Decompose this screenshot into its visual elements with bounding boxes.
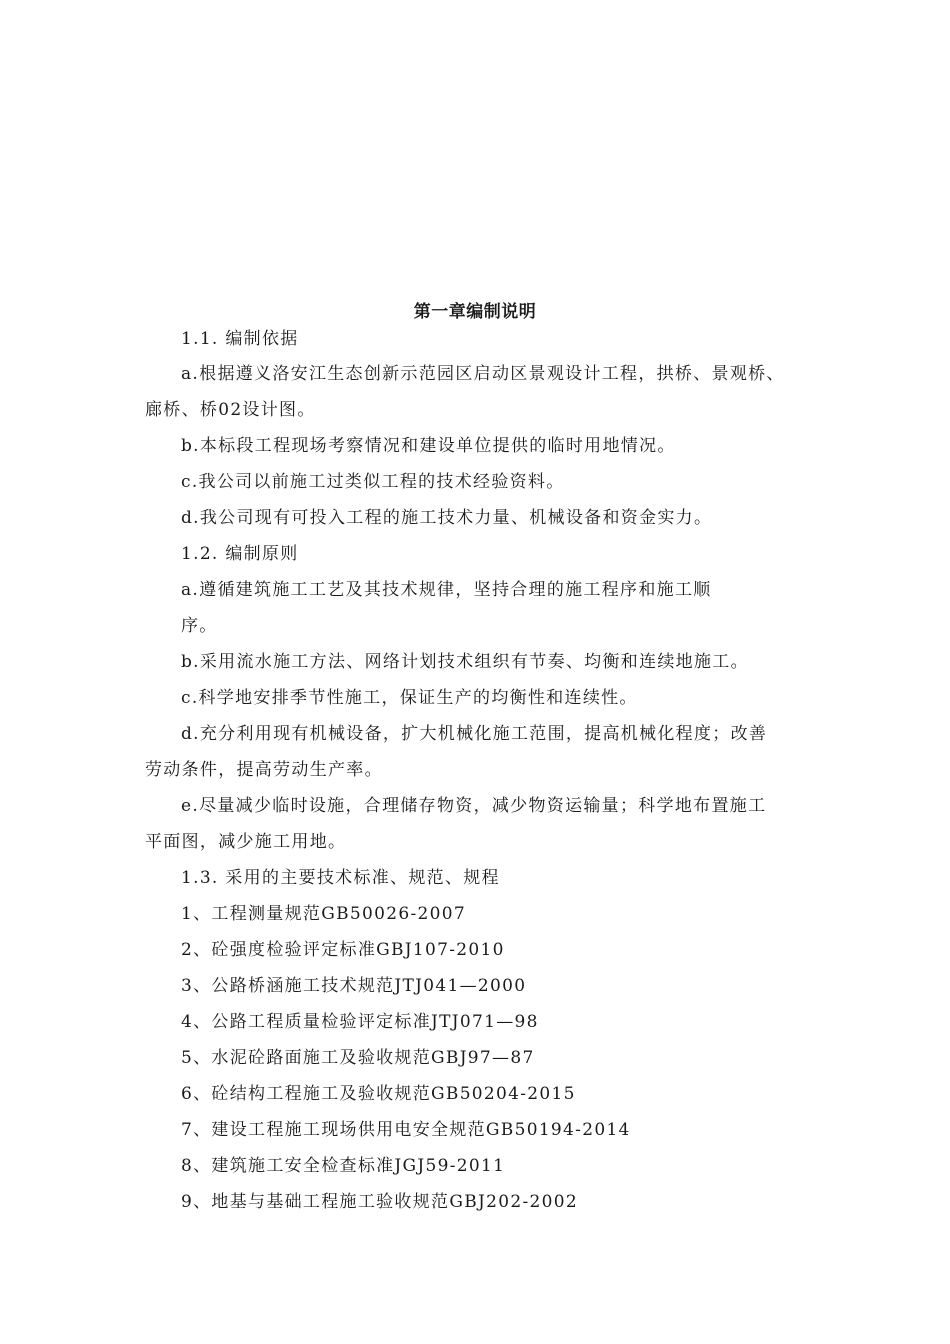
standard-item: 5、水泥砼路面施工及验收规范GBJ97—87 [181,1048,535,1068]
paragraph-1-1-b: b.本标段工程现场考察情况和建设单位提供的临时用地情况。 [181,436,676,456]
paragraph-1-1-c: c.我公司以前施工过类似工程的技术经验资料。 [181,472,565,492]
paragraph-1-2-d-line2: 劳动条件，提高劳动生产率。 [145,760,383,780]
paragraph-1-2-b: b.采用流水施工方法、网络计划技术组织有节奏、均衡和连续地施工。 [181,652,749,672]
standard-item: 9、地基与基础工程施工验收规范GBJ202-2002 [181,1192,578,1212]
paragraph-1-2-a-line1: a.遵循建筑施工工艺及其技术规律，坚持合理的施工程序和施工顺 [181,580,712,600]
paragraph-1-2-d-line1: d.充分利用现有机械设备，扩大机械化施工范围，提高机械化程度；改善 [181,724,768,744]
paragraph-1-2-e-line1: e.尽量减少临时设施，合理储存物资，减少物资运输量；科学地布置施工 [181,796,767,816]
standard-item: 1、工程测量规范GB50026-2007 [181,904,466,924]
section-heading-1-3: 1.3. 采用的主要技术标准、规范、规程 [181,868,500,888]
standard-item: 6、砼结构工程施工及验收规范GB50204-2015 [181,1084,576,1104]
paragraph-1-1-a-line1: a.根据遵义洛安江生态创新示范园区启动区景观设计工程，拱桥、景观桥、 [181,364,785,384]
paragraph-1-1-d: d.我公司现有可投入工程的施工技术力量、机械设备和资金实力。 [181,508,713,528]
paragraph-1-2-a-line2: 序。 [181,616,218,636]
section-heading-1-2: 1.2. 编制原则 [181,544,299,564]
chapter-title: 第一章编制说明 [413,302,537,322]
section-heading-1-1: 1.1. 编制依据 [181,329,299,349]
paragraph-1-2-e-line2: 平面图，减少施工用地。 [145,832,347,852]
paragraph-1-1-a-line2: 廊桥、桥02设计图。 [145,400,316,420]
standard-item: 4、公路工程质量检验评定标准JTJ071—98 [181,1012,539,1032]
paragraph-1-2-c: c.科学地安排季节性施工，保证生产的均衡性和连续性。 [181,688,638,708]
standard-item: 8、建筑施工安全检查标准JGJ59-2011 [181,1156,506,1176]
standard-item: 2、砼强度检验评定标准GBJ107-2010 [181,940,505,960]
standard-item: 7、建设工程施工现场供用电安全规范GB50194-2014 [181,1120,631,1140]
standard-item: 3、公路桥涵施工技术规范JTJ041—2000 [181,976,527,996]
